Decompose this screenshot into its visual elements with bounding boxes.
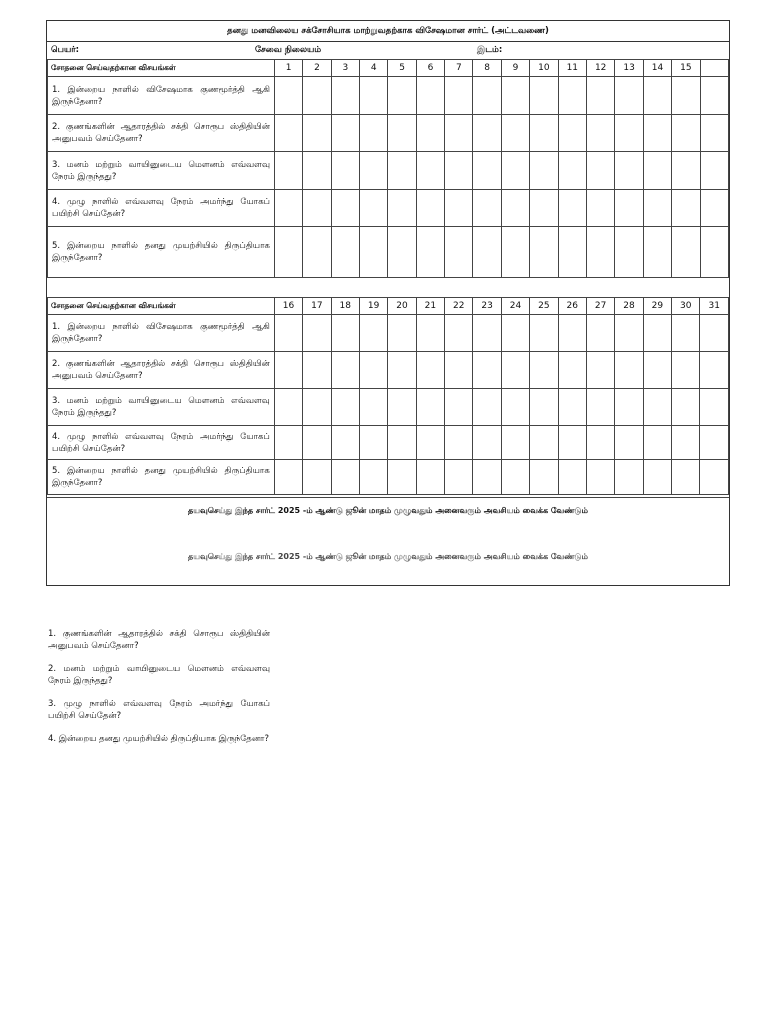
day-number: 1 [274, 60, 302, 77]
entry-cell[interactable] [274, 389, 302, 426]
entry-cell[interactable] [416, 460, 444, 495]
entry-cell[interactable] [274, 190, 302, 227]
entry-cell[interactable] [530, 315, 558, 352]
rendering-gap [47, 517, 729, 550]
entry-cell[interactable] [672, 315, 700, 352]
entry-cell[interactable] [558, 315, 586, 352]
entry-cell[interactable] [558, 227, 586, 278]
entry-cell[interactable] [530, 389, 558, 426]
entry-cell[interactable] [331, 152, 359, 190]
entry-cell[interactable] [700, 152, 728, 190]
entry-cell[interactable] [700, 460, 729, 495]
entry-cell[interactable] [700, 426, 729, 460]
question-list [48, 628, 270, 756]
entry-cell[interactable] [388, 315, 416, 352]
entry-cell[interactable] [473, 352, 501, 389]
entry-cell[interactable] [331, 227, 359, 278]
entry-cell[interactable] [700, 77, 728, 115]
day-number: 20 [388, 298, 416, 315]
entry-cell[interactable] [586, 152, 614, 190]
question-text: 1. இன்றைய நாளில் விசேஷமாக குணமூர்த்தி ஆகி இருந்தேனா? [48, 77, 275, 115]
entry-cell[interactable] [586, 426, 614, 460]
entry-cell[interactable] [274, 77, 302, 115]
entry-cell[interactable] [530, 352, 558, 389]
entry-cell[interactable] [558, 190, 586, 227]
day-number: 3 [331, 60, 359, 77]
day-number: 27 [586, 298, 614, 315]
entry-cell[interactable] [274, 227, 302, 278]
day-number: 12 [586, 60, 614, 77]
entry-cell[interactable] [445, 115, 473, 152]
entry-cell[interactable] [672, 227, 700, 278]
entry-cell[interactable] [501, 190, 529, 227]
day-number: 21 [416, 298, 444, 315]
day-number: 17 [303, 298, 331, 315]
entry-cell[interactable] [303, 389, 331, 426]
day-number: 4 [360, 60, 388, 77]
entry-cell[interactable] [388, 227, 416, 278]
table-row [48, 315, 729, 352]
entry-cell[interactable] [445, 426, 473, 460]
entry-cell[interactable] [586, 315, 614, 352]
entry-cell[interactable] [388, 77, 416, 115]
day-number: 31 [700, 298, 729, 315]
table-row [48, 352, 729, 389]
entry-cell[interactable] [303, 190, 331, 227]
entry-cell[interactable] [643, 426, 671, 460]
header-label: சோதனை செய்வதற்கான விசயங்கள் [48, 298, 275, 315]
entry-cell[interactable] [445, 315, 473, 352]
entry-cell[interactable] [643, 115, 671, 152]
day-number: 26 [558, 298, 586, 315]
entry-cell[interactable] [558, 77, 586, 115]
entry-cell[interactable] [473, 115, 501, 152]
entry-cell[interactable] [586, 352, 614, 389]
day-number: 18 [331, 298, 359, 315]
entry-cell[interactable] [558, 152, 586, 190]
entry-cell[interactable] [615, 227, 643, 278]
table-row [48, 152, 729, 190]
day-number: 8 [473, 60, 501, 77]
header-row [48, 60, 729, 77]
entry-cell[interactable] [586, 190, 614, 227]
entry-cell[interactable] [558, 426, 586, 460]
entry-cell[interactable] [501, 77, 529, 115]
entry-cell[interactable] [473, 227, 501, 278]
day-number: 24 [501, 298, 529, 315]
table-row [48, 190, 729, 227]
chart-sheet [46, 20, 730, 586]
question-text: 1. இன்றைய நாளில் விசேஷமாக குணமூர்த்தி ஆகி இருந்தேனா? [48, 315, 275, 352]
entry-cell[interactable] [672, 190, 700, 227]
entry-cell[interactable] [530, 152, 558, 190]
entry-cell[interactable] [359, 389, 387, 426]
day-number: 9 [501, 60, 529, 77]
day-number: 30 [672, 298, 700, 315]
question-text: 5. இன்றைய நாளில் தனது முயற்சியில் திருப்தியாக இருந்தேனா? [48, 227, 275, 278]
entry-cell[interactable] [359, 352, 387, 389]
entry-cell[interactable] [445, 389, 473, 426]
entry-cell[interactable] [331, 426, 359, 460]
entry-cell[interactable] [388, 190, 416, 227]
entry-cell[interactable] [615, 389, 643, 426]
entry-cell[interactable] [615, 426, 643, 460]
question-text: 2. குணங்களின் ஆதாரத்தில் சக்தி சொரூப ஸ்திதியின் அனுபவம் செய்தேனா? [48, 352, 275, 389]
entry-cell[interactable] [700, 227, 728, 278]
header-label: சோதனை செய்வதற்கான விசயங்கள் [48, 60, 275, 77]
entry-cell[interactable] [331, 190, 359, 227]
entry-cell[interactable] [473, 190, 501, 227]
entry-cell[interactable] [274, 426, 302, 460]
table-row [48, 426, 729, 460]
entry-cell[interactable] [416, 190, 444, 227]
entry-cell[interactable] [416, 426, 444, 460]
day-number: 2 [303, 60, 331, 77]
entry-cell[interactable] [530, 426, 558, 460]
list-item: 2. மனம் மற்றும் வாயினுடைய மௌனம் எவ்வளவு நேரம் இருந்தது? [48, 664, 270, 686]
entry-cell[interactable] [331, 115, 359, 152]
entry-cell[interactable] [303, 152, 331, 190]
day-number: 28 [615, 298, 643, 315]
entry-cell[interactable] [360, 227, 388, 278]
entry-cell[interactable] [416, 152, 444, 190]
entry-cell[interactable] [615, 115, 643, 152]
day-number: 5 [388, 60, 416, 77]
entry-cell[interactable] [558, 460, 586, 495]
day-number: 16 [274, 298, 302, 315]
entry-cell[interactable] [388, 460, 416, 495]
entry-cell[interactable] [615, 460, 643, 495]
entry-cell[interactable] [274, 460, 302, 495]
service-label: சேவை நிலையம் [255, 45, 322, 55]
entry-cell[interactable] [331, 389, 359, 426]
entry-cell[interactable] [672, 426, 700, 460]
entry-cell[interactable] [303, 115, 331, 152]
entry-cell[interactable] [303, 227, 331, 278]
entry-cell[interactable] [473, 426, 501, 460]
entry-cell[interactable] [501, 152, 529, 190]
entry-cell[interactable] [416, 389, 444, 426]
entry-cell[interactable] [672, 460, 700, 495]
entry-cell[interactable] [388, 352, 416, 389]
entry-cell[interactable] [501, 426, 529, 460]
list-item: 1. குணங்களின் ஆதாரத்தில் சக்தி சொரூப ஸ்திதியின் அனுபவம் செய்தேனா? [48, 629, 270, 651]
entry-cell[interactable] [331, 315, 359, 352]
entry-cell[interactable] [501, 227, 529, 278]
list-item: 3. முழு நாளில் எவ்வளவு நேரம் அமர்ந்து யோகப் பயிற்சி செய்தேன்? [48, 699, 270, 721]
entry-cell[interactable] [615, 315, 643, 352]
entry-cell[interactable] [501, 115, 529, 152]
entry-cell[interactable] [416, 115, 444, 152]
entry-cell[interactable] [501, 315, 529, 352]
entry-cell[interactable] [615, 190, 643, 227]
entry-cell[interactable] [473, 77, 501, 115]
day-number: 13 [615, 60, 643, 77]
entry-cell[interactable] [274, 315, 302, 352]
entry-cell[interactable] [359, 315, 387, 352]
entry-cell[interactable] [473, 315, 501, 352]
table-row [48, 77, 729, 115]
entry-cell[interactable] [586, 115, 614, 152]
entry-cell[interactable] [359, 426, 387, 460]
day-number: 6 [416, 60, 444, 77]
entry-cell[interactable] [643, 460, 671, 495]
entry-cell[interactable] [643, 389, 671, 426]
entry-cell[interactable] [530, 115, 558, 152]
day-number: 29 [643, 298, 671, 315]
question-text: 5. இன்றைய நாளில் தனது முயற்சியில் திருப்தியாக இருந்தேனா? [48, 460, 275, 495]
entry-cell[interactable] [473, 389, 501, 426]
entry-cell[interactable] [615, 77, 643, 115]
entry-cell[interactable] [445, 190, 473, 227]
entry-cell[interactable] [303, 460, 331, 495]
entry-cell[interactable] [586, 227, 614, 278]
entry-cell[interactable] [331, 77, 359, 115]
entry-cell[interactable] [274, 115, 302, 152]
entry-cell[interactable] [700, 115, 728, 152]
entry-cell[interactable] [360, 115, 388, 152]
entry-cell[interactable] [586, 77, 614, 115]
tracking-table-days-1-15 [47, 59, 729, 278]
entry-cell[interactable] [501, 460, 529, 495]
day-number: 15 [672, 60, 700, 77]
entry-cell[interactable] [558, 115, 586, 152]
entry-cell[interactable] [672, 77, 700, 115]
day-number: 7 [445, 60, 473, 77]
entry-cell[interactable] [643, 152, 671, 190]
day-number: 19 [359, 298, 387, 315]
entry-cell[interactable] [501, 389, 529, 426]
day-number: 10 [530, 60, 558, 77]
entry-cell[interactable] [643, 315, 671, 352]
table-row [48, 460, 729, 495]
entry-cell[interactable] [473, 152, 501, 190]
entry-cell[interactable] [672, 352, 700, 389]
entry-cell[interactable] [274, 152, 302, 190]
footer-note-repeat: தயவுசெய்து இந்த சார்ட் 2025 -ம் ஆண்டு ஜூன் மாதம் முழுவதும் அனைவரும் அவசியம் வைக்க வேண்டும் [188, 552, 588, 561]
entry-cell[interactable] [615, 352, 643, 389]
entry-cell[interactable] [445, 460, 473, 495]
entry-cell[interactable] [615, 152, 643, 190]
footer-note: தயவுசெய்து இந்த சார்ட் 2025 -ம் ஆண்டு ஜூன் மாதம் முழுவதும் அனைவரும் அவசியம் வைக்க வேண்டும் [47, 497, 729, 520]
entry-cell[interactable] [416, 352, 444, 389]
entry-cell[interactable] [331, 352, 359, 389]
entry-cell[interactable] [672, 152, 700, 190]
entry-cell[interactable] [530, 190, 558, 227]
entry-cell[interactable] [445, 227, 473, 278]
day-number: 14 [643, 60, 671, 77]
entry-cell[interactable] [274, 352, 302, 389]
tracking-table-days-16-31 [47, 297, 729, 495]
entry-cell[interactable] [416, 315, 444, 352]
entry-cell[interactable] [672, 389, 700, 426]
entry-cell[interactable] [388, 389, 416, 426]
header-row [48, 298, 729, 315]
entry-cell[interactable] [303, 352, 331, 389]
entry-cell[interactable] [672, 115, 700, 152]
entry-cell[interactable] [445, 152, 473, 190]
entry-cell[interactable] [303, 315, 331, 352]
entry-cell[interactable] [445, 77, 473, 115]
entry-cell[interactable] [700, 352, 729, 389]
table-row [48, 115, 729, 152]
entry-cell[interactable] [530, 227, 558, 278]
entry-cell[interactable] [416, 227, 444, 278]
place-label: இடம்: [477, 45, 503, 55]
entry-cell[interactable] [700, 190, 728, 227]
entry-cell[interactable] [530, 460, 558, 495]
info-row [47, 41, 729, 60]
entry-cell[interactable] [359, 460, 387, 495]
entry-cell[interactable] [360, 77, 388, 115]
question-text: 4. முழு நாளில் எவ்வளவு நேரம் அமர்ந்து யோகப் பயிற்சி செய்தேன்? [48, 426, 275, 460]
day-number: 11 [558, 60, 586, 77]
entry-cell[interactable] [388, 115, 416, 152]
entry-cell[interactable] [303, 426, 331, 460]
entry-cell[interactable] [558, 352, 586, 389]
day-number: 23 [473, 298, 501, 315]
entry-cell[interactable] [700, 389, 729, 426]
entry-cell[interactable] [473, 460, 501, 495]
entry-cell[interactable] [643, 190, 671, 227]
chart-title: தனது மனவிலைய சக்சோசியாக மாற்றுவதற்காக விசேஷமான சார்ட் (அட்டவணை) [47, 21, 729, 42]
entry-cell[interactable] [558, 389, 586, 426]
question-text: 3. மனம் மற்றும் வாயினுடைய மௌனம் எவ்வளவு நேரம் இருந்தது? [48, 152, 275, 190]
question-text: 2. குணங்களின் ஆதாரத்தில் சக்தி சொரூப ஸ்திதியின் அனுபவம் செய்தேனா? [48, 115, 275, 152]
entry-cell[interactable] [445, 352, 473, 389]
entry-cell[interactable] [501, 352, 529, 389]
entry-cell[interactable] [586, 460, 614, 495]
entry-cell[interactable] [303, 77, 331, 115]
name-label: பெயர்: [51, 45, 80, 55]
entry-cell[interactable] [586, 389, 614, 426]
entry-cell[interactable] [388, 152, 416, 190]
day-number: 25 [530, 298, 558, 315]
entry-cell[interactable] [360, 190, 388, 227]
entry-cell[interactable] [360, 152, 388, 190]
day-number [700, 60, 728, 77]
entry-cell[interactable] [530, 77, 558, 115]
table-row [48, 227, 729, 278]
entry-cell[interactable] [416, 77, 444, 115]
table-row [48, 389, 729, 426]
entry-cell[interactable] [388, 426, 416, 460]
question-text: 4. முழு நாளில் எவ்வளவு நேரம் அமர்ந்து யோகப் பயிற்சி செய்தேன்? [48, 190, 275, 227]
list-item: 4. இன்றைய தனது முயற்சியில் திருப்தியாக இருந்தேனா? [48, 734, 270, 744]
entry-cell[interactable] [643, 352, 671, 389]
entry-cell[interactable] [700, 315, 729, 352]
entry-cell[interactable] [643, 77, 671, 115]
entry-cell[interactable] [643, 227, 671, 278]
day-number: 22 [445, 298, 473, 315]
question-text: 3. மனம் மற்றும் வாயினுடைய மௌனம் எவ்வளவு நேரம் இருந்தது? [48, 389, 275, 426]
entry-cell[interactable] [331, 460, 359, 495]
